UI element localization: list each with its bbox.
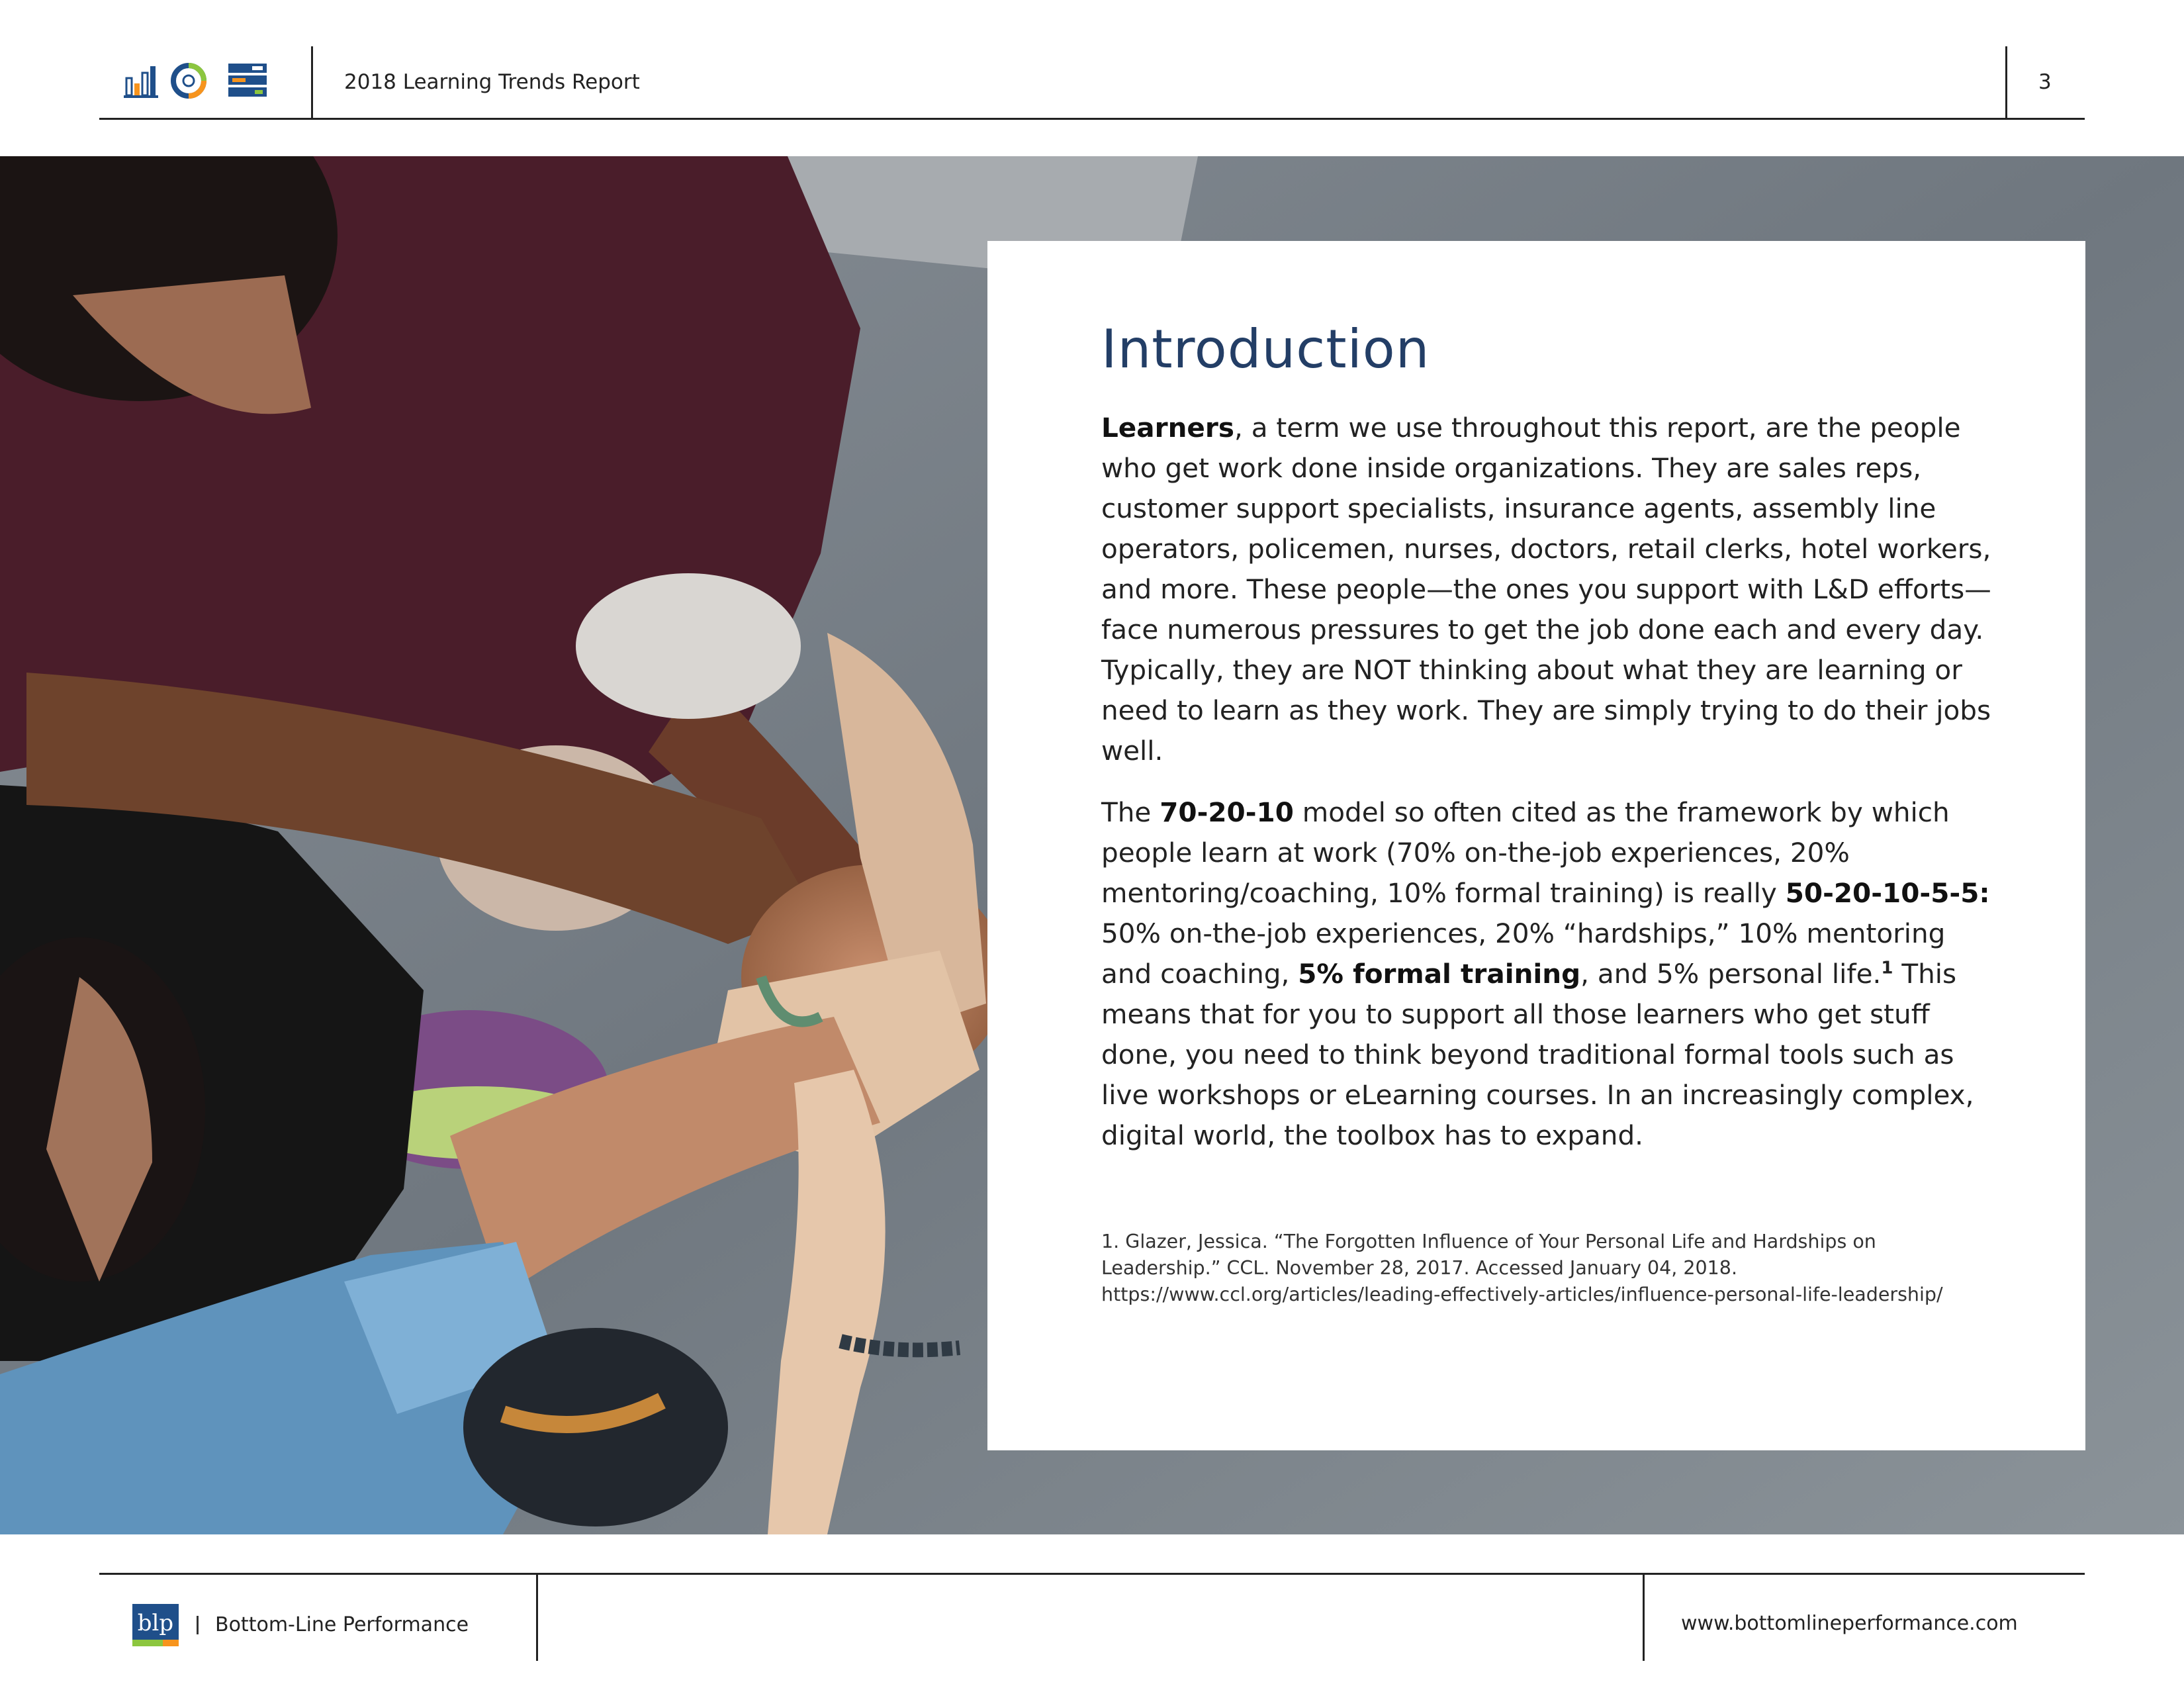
model-text-b: 50% on-the-job experiences, 20% “hardships,” 10% mentoring and coaching, xyxy=(1101,917,1946,990)
model-lead: The xyxy=(1101,796,1160,828)
bar-chart-icon xyxy=(124,66,158,98)
donut-chart-icon xyxy=(173,66,204,96)
report-title: 2018 Learning Trends Report xyxy=(344,70,640,94)
introduction-content xyxy=(1101,320,2001,1308)
page-header xyxy=(99,46,2085,120)
header-divider xyxy=(2005,46,2007,118)
footer-divider xyxy=(1643,1575,1645,1661)
introduction-card xyxy=(987,241,2085,1450)
blp-logo-icon xyxy=(132,1604,179,1646)
company-name: Bottom-Line Performance xyxy=(215,1613,469,1636)
learners-paragraph xyxy=(1101,408,2001,771)
model-text-a: model so often cited as the framework by which people learn at work (70% on-the-job experiences, 20% mentoring/coaching, 10% formal training) is really xyxy=(1101,796,1950,909)
introduction-heading: Introduction xyxy=(1101,318,1430,380)
learners-text: , a term we use throughout this report, are the people who get work done inside organizations. They are sales reps, customer support specialists, insurance agents, assembly line operators, policemen, nurses, doctors, retail clerks, hotel workers, and more. These people—the ones you support with L&D efforts—face numerous pressures to get the job done each and every day. Typically, they are NOT thinking about what they are learning or need to learn as they work. They are simply trying to do their jobs well. xyxy=(1101,412,1991,767)
model-text-c: , and 5% personal life. xyxy=(1580,958,1882,990)
model-50-20-10-5-5: 50-20-10-5-5: xyxy=(1785,877,1990,909)
footer-divider xyxy=(536,1575,538,1661)
model-paragraph xyxy=(1101,792,2001,1156)
footnote-reference[interactable]: 1 xyxy=(1881,958,1893,978)
website-link[interactable]: www.bottomlineperformance.com xyxy=(1681,1612,2018,1635)
page-footer xyxy=(99,1573,2085,1661)
model-text-d: This means that for you to support all those learners who get stuff done, you need to think beyond traditional formal tools such as live workshops or eLearning courses. In an increasingly complex, digital world, the toolbox has to expand. xyxy=(1101,958,1974,1151)
report-logo-icons xyxy=(122,61,275,101)
footer-separator xyxy=(197,1616,199,1634)
header-divider xyxy=(311,46,313,118)
footnote: 1. Glazer, Jessica. “The Forgotten Influence of Your Personal Life and Hardships on Leadership.” CCL. November 28, 2017. Accessed January 04, 2018. https://www.ccl.org/articles/leading-effectively-articles/influence-personal-life-leadership/ xyxy=(1101,1231,1943,1305)
formal-training-highlight: 5% formal training xyxy=(1298,958,1581,990)
model-70-20-10: 70-20-10 xyxy=(1160,796,1294,828)
learners-term: Learners xyxy=(1101,412,1234,444)
blp-logo-text: blp xyxy=(137,1610,174,1636)
page-number: 3 xyxy=(2038,70,2052,94)
stacked-bars-icon xyxy=(228,64,267,97)
